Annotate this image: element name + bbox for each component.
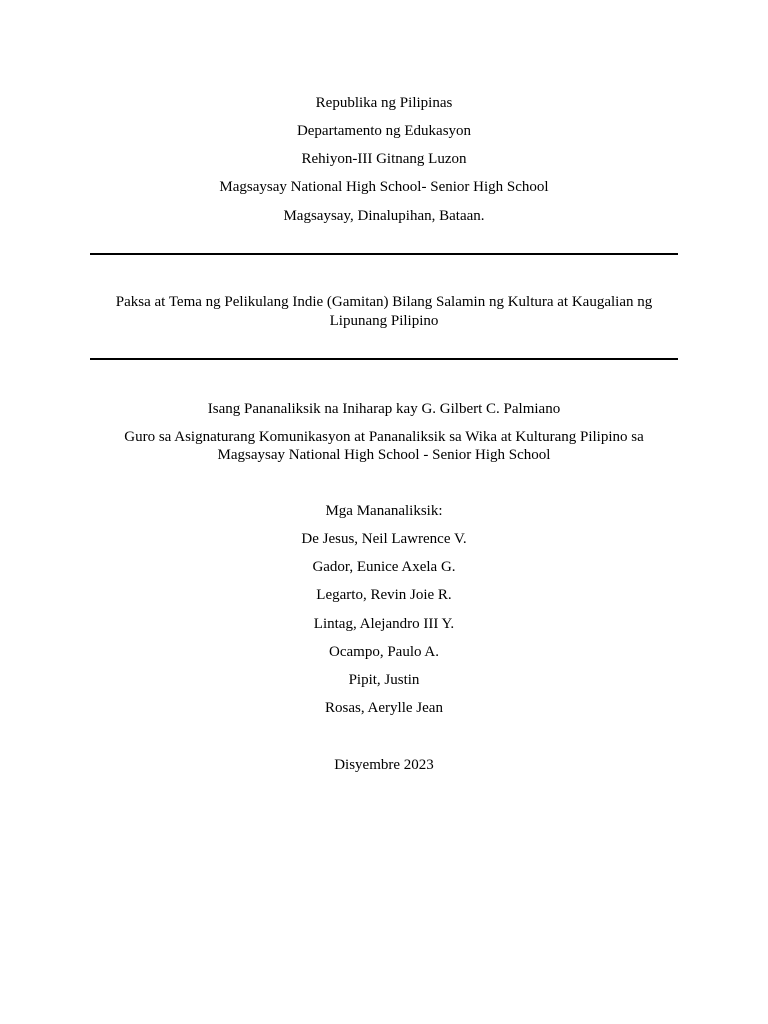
research-title-line-2: Lipunang Pilipino — [329, 313, 439, 329]
presented-to: Isang Pananaliksik na Iniharap kay G. Gilbert C. Palmiano — [207, 401, 561, 417]
researchers-heading: Mga Mananaliksik: — [325, 503, 443, 519]
school-name: Magsaysay National High School- Senior High School — [219, 179, 549, 195]
department-name: Departamento ng Edukasyon — [296, 123, 472, 139]
researcher-name: Rosas, Aerylle Jean — [325, 700, 443, 716]
research-title-line-1: Paksa at Tema ng Pelikulang Indie (Gamitan) Bilang Salamin ng Kultura at Kaugalian ng — [115, 294, 653, 310]
researcher-name: Lintag, Alejandro III Y. — [313, 616, 455, 632]
teacher-role-line-1: Guro sa Asignaturang Komunikasyon at Pananaliksik sa Wika at Kulturang Pilipino sa — [124, 429, 644, 445]
researcher-name: Gador, Eunice Axela G. — [312, 559, 456, 575]
bottom-divider — [90, 358, 678, 360]
researcher-name: Ocampo, Paulo A. — [329, 644, 439, 660]
country-name: Republika ng Pilipinas — [315, 95, 453, 111]
researcher-name: Legarto, Revin Joie R. — [316, 587, 452, 603]
researcher-name: Pipit, Justin — [348, 672, 420, 688]
researcher-name: De Jesus, Neil Lawrence V. — [301, 531, 467, 547]
top-divider — [90, 253, 678, 255]
region-name: Rehiyon-III Gitnang Luzon — [301, 151, 467, 167]
school-address: Magsaysay, Dinalupihan, Bataan. — [283, 208, 485, 224]
submission-date: Disyembre 2023 — [334, 757, 434, 773]
teacher-role-line-2: Magsaysay National High School - Senior High School — [217, 447, 551, 463]
